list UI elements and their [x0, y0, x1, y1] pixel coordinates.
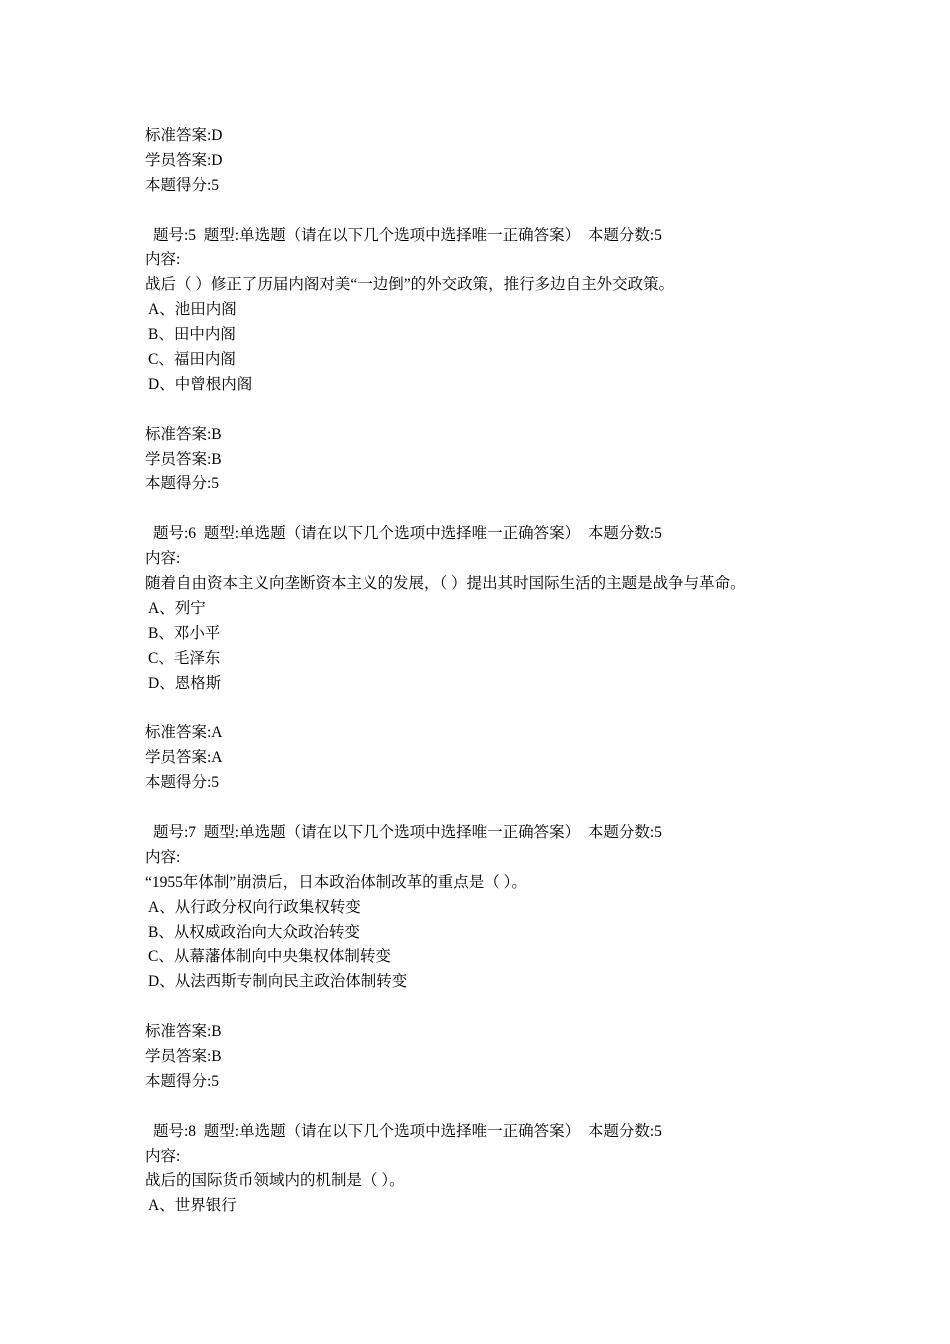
option-d: D、中曾根内阁 [148, 375, 253, 393]
student-answer: 学员答案:B [145, 1047, 222, 1065]
standard-answer: 标准答案:B [145, 425, 222, 443]
question-stem: 战后（ ）修正了历届内阁对美“一边倒”的外交政策，推行多边自主外交政策。 [145, 276, 675, 294]
question-stem: 战后的国际货币领域内的机制是（ ）。 [145, 1172, 405, 1190]
student-answer: 学员答案:A [145, 749, 223, 767]
spacer [145, 1095, 950, 1120]
option-a: A、池田内阁 [148, 301, 237, 319]
option-c: C、从幕藩体制向中央集权体制转变 [148, 948, 391, 966]
student-answer: 学员答案:D [145, 151, 223, 169]
question-score: 本题得分:5 [145, 176, 220, 194]
option-d: D、恩格斯 [148, 674, 222, 692]
spacer [145, 199, 950, 224]
option-b: B、田中内阁 [148, 326, 236, 344]
spacer [145, 497, 950, 522]
option-a: A、世界银行 [148, 1197, 237, 1215]
question-score: 本题得分:5 [145, 774, 220, 792]
option-b: B、邓小平 [148, 624, 221, 642]
question-stem: 随着自由资本主义向垄断资本主义的发展，（ ）提出其时国际生活的主题是战争与革命。 [145, 575, 746, 593]
content-label: 内容: [145, 848, 181, 866]
question-score: 本题得分:5 [145, 1072, 220, 1090]
option-c: C、毛泽东 [148, 649, 221, 667]
spacer [145, 696, 950, 721]
content-label: 内容: [145, 1147, 181, 1165]
option-b: B、从权威政治向大众政治转变 [148, 923, 360, 941]
question-header: 题号:8 题型:单选题（请在以下几个选项中选择唯一正确答案） 本题分数:5 [153, 1122, 662, 1140]
standard-answer: 标准答案:B [145, 1023, 222, 1041]
option-a: A、从行政分权向行政集权转变 [148, 898, 361, 916]
question-header: 题号:7 题型:单选题（请在以下几个选项中选择唯一正确答案） 本题分数:5 [153, 823, 662, 841]
option-d: D、从法西斯专制向民主政治体制转变 [148, 973, 408, 991]
spacer [145, 796, 950, 821]
option-a: A、列宁 [148, 599, 206, 617]
question-stem: “1955年体制”崩溃后，日本政治体制改革的重点是（ ）。 [145, 873, 527, 891]
standard-answer: 标准答案:D [145, 127, 223, 144]
spacer [145, 398, 950, 423]
standard-answer: 标准答案:A [145, 724, 223, 742]
content-label: 内容: [145, 251, 181, 269]
question-score: 本题得分:5 [145, 475, 220, 493]
student-answer: 学员答案:B [145, 450, 222, 468]
content-label: 内容: [145, 550, 181, 568]
spacer [145, 995, 950, 1020]
question-header: 题号:5 题型:单选题（请在以下几个选项中选择唯一正确答案） 本题分数:5 [153, 226, 662, 244]
option-c: C、福田内阁 [148, 351, 236, 369]
question-header: 题号:6 题型:单选题（请在以下几个选项中选择唯一正确答案） 本题分数:5 [153, 525, 662, 543]
